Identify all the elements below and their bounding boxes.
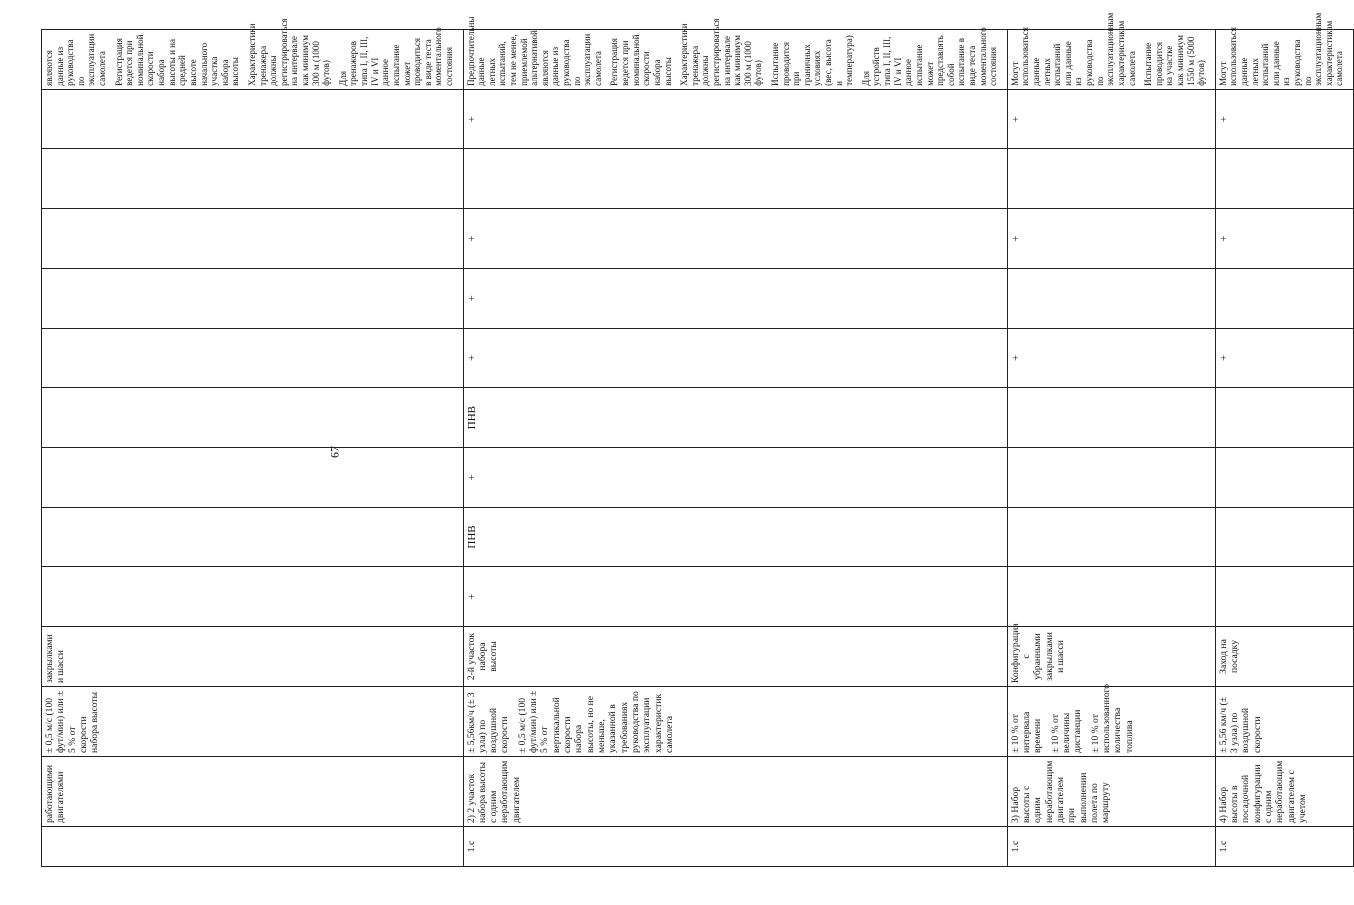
mark-cell — [1007, 388, 1215, 448]
table-row — [1215, 30, 1353, 867]
test-requirements-table — [41, 12, 1354, 867]
mark-cell — [1007, 149, 1215, 209]
test-name: 2) 2 участок набора высоты с одним неработающим двигателем — [463, 757, 1007, 827]
mark-cell: ПНВ — [463, 388, 1007, 448]
mark-cell — [42, 567, 464, 627]
mark-cell: + — [463, 328, 1007, 388]
conditions: 2-й участок набора высоты — [463, 627, 1007, 687]
mark-cell — [1215, 507, 1353, 567]
mark-cell — [1215, 388, 1353, 448]
mark-cell — [42, 149, 464, 209]
rotated-table-container — [41, 12, 1345, 867]
notes: Могут использоваться данные летных испытаний или данные из руководства по эксплуатационным характеристикам самолета — [1215, 30, 1353, 90]
table-row — [42, 30, 464, 867]
mark-cell — [42, 268, 464, 328]
row-id: 1.c — [1215, 827, 1353, 867]
mark-cell: + — [1215, 328, 1353, 388]
notes: являются данные из руководства по эксплуатации самолета Регистрация ведется при номинальной скорости набора высоты и на средней высоте начального участка набора высоты Характеристики тренажера должны регистрироваться на интервале как минимум 300 м (1000 футов) Для тренажеров типа I, II, III, IV и VI данное испытание может проводиться в виде теста моментального состояния — [42, 30, 464, 90]
tolerance: ± 0,5 м/с (100 фут/мин) или ± 5 % от скорости набора высоты — [42, 687, 464, 757]
mark-cell — [42, 328, 464, 388]
tolerance: ± 5,56 км/ч (± 3 узла) по воздушной скорости — [1215, 687, 1353, 757]
row-id: 1.c — [463, 827, 1007, 867]
test-name: 3) Набор высоты с одним неработающим двигателем при выполнении полета по маршруту — [1007, 757, 1215, 827]
mark-cell: + — [463, 268, 1007, 328]
mark-cell — [1007, 447, 1215, 507]
mark-cell — [42, 388, 464, 448]
mark-cell: + — [463, 209, 1007, 269]
mark-cell — [42, 447, 464, 507]
mark-cell — [463, 149, 1007, 209]
table-row — [463, 30, 1007, 867]
conditions: Заход на посадку — [1215, 627, 1353, 687]
mark-cell — [42, 507, 464, 567]
mark-cell: + — [463, 89, 1007, 149]
tolerance: ± 10 % от интервала времени ± 10 % от величины дистанции ± 10 % от использованного количества топлива — [1007, 687, 1215, 757]
mark-cell — [1215, 567, 1353, 627]
notes: Предпочтительны данные летных испытаний, тем не менее, приемлемой альтернативой являются данные из руководства по эксплуатации самолета Регистрация ведется при номинальной скорости набора высоты Характеристики тренажера должны регистрироваться на интервале как минимум 300 м (1000 футов) Испытание проводится при граничных условиях (вес, высота и температура) Для устройств типа I, II, III, IV и VI данное испытание может представлять собой испытание в виде теста моментального состояния — [463, 30, 1007, 90]
test-name: работающими двигателями — [42, 757, 464, 827]
mark-cell: ПНВ — [463, 507, 1007, 567]
table-row — [1007, 30, 1215, 867]
mark-cell: + — [1215, 209, 1353, 269]
mark-cell — [1215, 447, 1353, 507]
mark-cell — [1007, 567, 1215, 627]
row-id: 1.c — [1007, 827, 1215, 867]
mark-cell: + — [1007, 328, 1215, 388]
test-name: 4) Набор высоты в посадочной конфигурации с одним неработающим двигателем с учетом — [1215, 757, 1353, 827]
mark-cell — [1215, 268, 1353, 328]
tolerance: ± 5,56км/ч (± 3 узла) по воздушной скорости ± 0,5 м/с (100 фут/мин) или ± 5 % от вертикальной скорости набора высоты, но не меньше, указанной в требованиях руководства по эксплуатации характеристик самолета — [463, 687, 1007, 757]
mark-cell: + — [463, 567, 1007, 627]
page-number: 67 — [327, 446, 342, 458]
notes: Могут использоваться данные летных испытаний или данные из руководства по эксплуатационным характеристикам самолета Испытание проводится на участке как минимум 1550 м (5000 футов) — [1007, 30, 1215, 90]
mark-cell — [42, 89, 464, 149]
mark-cell — [1007, 507, 1215, 567]
mark-cell: + — [1007, 89, 1215, 149]
conditions: закрылками и шасси — [42, 627, 464, 687]
conditions: Конфигурация с убранными закрылками и шасси — [1007, 627, 1215, 687]
mark-cell — [42, 209, 464, 269]
mark-cell: + — [1007, 209, 1215, 269]
mark-cell — [1007, 268, 1215, 328]
mark-cell — [1215, 149, 1353, 209]
mark-cell: + — [1215, 89, 1353, 149]
row-id — [42, 827, 464, 867]
mark-cell: + — [463, 447, 1007, 507]
